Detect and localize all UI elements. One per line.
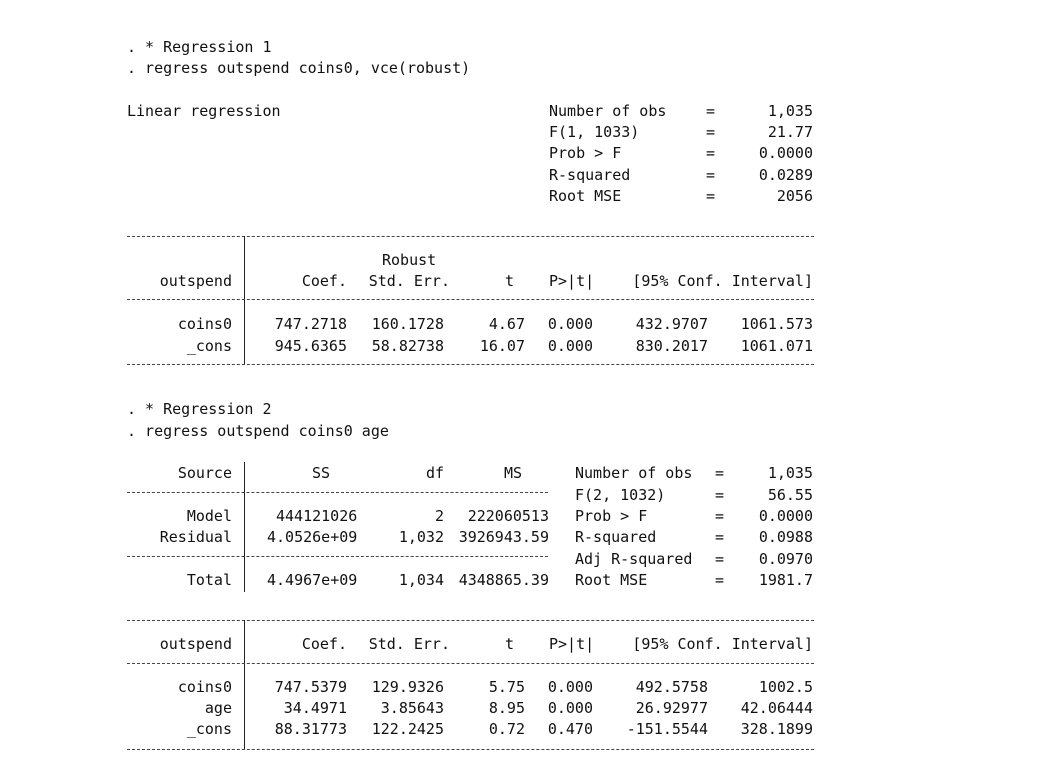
cell-df: 1,034 (398, 571, 444, 589)
cell-p: 0.000 (547, 678, 593, 696)
table-rule (127, 299, 814, 300)
table-divider (244, 620, 245, 749)
model-title: Linear regression (127, 102, 281, 120)
cell-ms: 222060513 (467, 507, 549, 525)
cell-t: 4.67 (488, 315, 525, 333)
table-rule (127, 236, 814, 237)
cell-ci-high: 1061.071 (740, 337, 813, 355)
header-df: df (425, 464, 444, 482)
cell-ci-high: 328.1899 (740, 720, 813, 738)
cell-coef: 34.4971 (283, 699, 347, 717)
table-rule (127, 620, 814, 621)
stat-eq: = (715, 464, 725, 482)
cell-ms: 4348865.39 (458, 571, 549, 589)
cell-source: Residual (159, 528, 232, 546)
cell-stderr: 58.82738 (371, 337, 444, 355)
stat-value: 0.0289 (758, 166, 813, 184)
cell-t: 0.72 (488, 720, 525, 738)
stat-label: Root MSE (575, 571, 648, 589)
header-ms: MS (503, 464, 522, 482)
stat-value: 1,035 (767, 102, 813, 120)
table-divider (244, 462, 245, 592)
cell-coef: 945.6365 (274, 337, 347, 355)
stat-value: 1981.7 (758, 571, 813, 589)
header-p: P>|t| (549, 272, 595, 290)
cell-df: 1,032 (398, 528, 444, 546)
cell-ss: 4.0526e+09 (267, 528, 358, 546)
header-stderr: Std. Err. (368, 272, 450, 290)
header-ci: [95% Conf. Interval] (632, 635, 813, 653)
stat-label: F(1, 1033) (549, 123, 640, 141)
table-rule (127, 364, 814, 365)
cell-ci-high: 1061.573 (740, 315, 813, 333)
header-p: P>|t| (549, 635, 595, 653)
stat-label: Root MSE (549, 187, 622, 205)
cell-t: 16.07 (479, 337, 525, 355)
table-rule (127, 492, 548, 493)
command-regress-2: . regress outspend coins0 age (127, 422, 389, 440)
stat-label: R-squared (575, 528, 657, 546)
stat-eq: = (715, 486, 725, 504)
cell-p: 0.000 (547, 337, 593, 355)
header-ss: SS (312, 464, 331, 482)
header-t: t (504, 635, 514, 653)
stat-eq: = (706, 102, 716, 120)
header-ci: [95% Conf. Interval] (632, 272, 813, 290)
cell-ss: 4.4967e+09 (267, 571, 358, 589)
stat-label: F(2, 1032) (575, 486, 666, 504)
stat-label: Number of obs (549, 102, 667, 120)
cell-t: 5.75 (488, 678, 525, 696)
header-depvar: outspend (159, 635, 232, 653)
cell-ss: 444121026 (276, 507, 358, 525)
stat-label: Prob > F (549, 144, 622, 162)
stat-label: R-squared (549, 166, 631, 184)
cell-p: 0.000 (547, 315, 593, 333)
stat-value: 21.77 (767, 123, 813, 141)
stat-label: Prob > F (575, 507, 648, 525)
table-divider (244, 236, 245, 364)
cell-var: _cons (186, 720, 232, 738)
cell-ci-low: 492.5758 (635, 678, 708, 696)
cell-coef: 88.31773 (274, 720, 347, 738)
stat-eq: = (706, 166, 716, 184)
stat-label: Adj R-squared (575, 550, 693, 568)
header-robust: Robust (382, 251, 437, 269)
cell-var: coins0 (177, 315, 232, 333)
stat-eq: = (715, 571, 725, 589)
cell-source: Model (186, 507, 232, 525)
cell-ci-low: 830.2017 (635, 337, 708, 355)
stat-value: 1,035 (767, 464, 813, 482)
command-comment-1: . * Regression 1 (127, 38, 272, 56)
cell-ci-high: 1002.5 (758, 678, 813, 696)
cell-coef: 747.2718 (274, 315, 347, 333)
table-rule (127, 556, 548, 557)
cell-ms: 3926943.59 (458, 528, 549, 546)
cell-stderr: 129.9326 (371, 678, 444, 696)
cell-stderr: 3.85643 (380, 699, 444, 717)
cell-stderr: 122.2425 (371, 720, 444, 738)
stat-eq: = (715, 507, 725, 525)
table-rule (127, 749, 814, 750)
cell-ci-low: 26.92977 (635, 699, 708, 717)
stat-value: 56.55 (767, 486, 813, 504)
stat-value: 0.0000 (758, 144, 813, 162)
cell-p: 0.470 (547, 720, 593, 738)
cell-ci-high: 42.06444 (740, 699, 813, 717)
cell-p: 0.000 (547, 699, 593, 717)
cell-source: Total (186, 571, 232, 589)
table-rule (127, 663, 814, 664)
header-coef: Coef. (301, 635, 347, 653)
stat-eq: = (706, 187, 716, 205)
cell-var: _cons (186, 337, 232, 355)
stat-value: 2056 (776, 187, 813, 205)
header-depvar: outspend (159, 272, 232, 290)
cell-var: coins0 (177, 678, 232, 696)
cell-ci-low: -151.5544 (626, 720, 708, 738)
header-t: t (504, 272, 514, 290)
stat-value: 0.0970 (758, 550, 813, 568)
cell-ci-low: 432.9707 (635, 315, 708, 333)
stat-value: 0.0000 (758, 507, 813, 525)
cell-t: 8.95 (488, 699, 525, 717)
stat-eq: = (715, 528, 725, 546)
cell-df: 2 (434, 507, 444, 525)
stat-label: Number of obs (575, 464, 693, 482)
cell-stderr: 160.1728 (371, 315, 444, 333)
header-source: Source (177, 464, 232, 482)
command-comment-2: . * Regression 2 (127, 400, 272, 418)
stat-eq: = (706, 144, 716, 162)
stat-eq: = (715, 550, 725, 568)
cell-var: age (204, 699, 232, 717)
stat-eq: = (706, 123, 716, 141)
command-regress-1: . regress outspend coins0, vce(robust) (127, 59, 471, 77)
cell-coef: 747.5379 (274, 678, 347, 696)
stat-value: 0.0988 (758, 528, 813, 546)
header-coef: Coef. (301, 272, 347, 290)
header-stderr: Std. Err. (368, 635, 450, 653)
